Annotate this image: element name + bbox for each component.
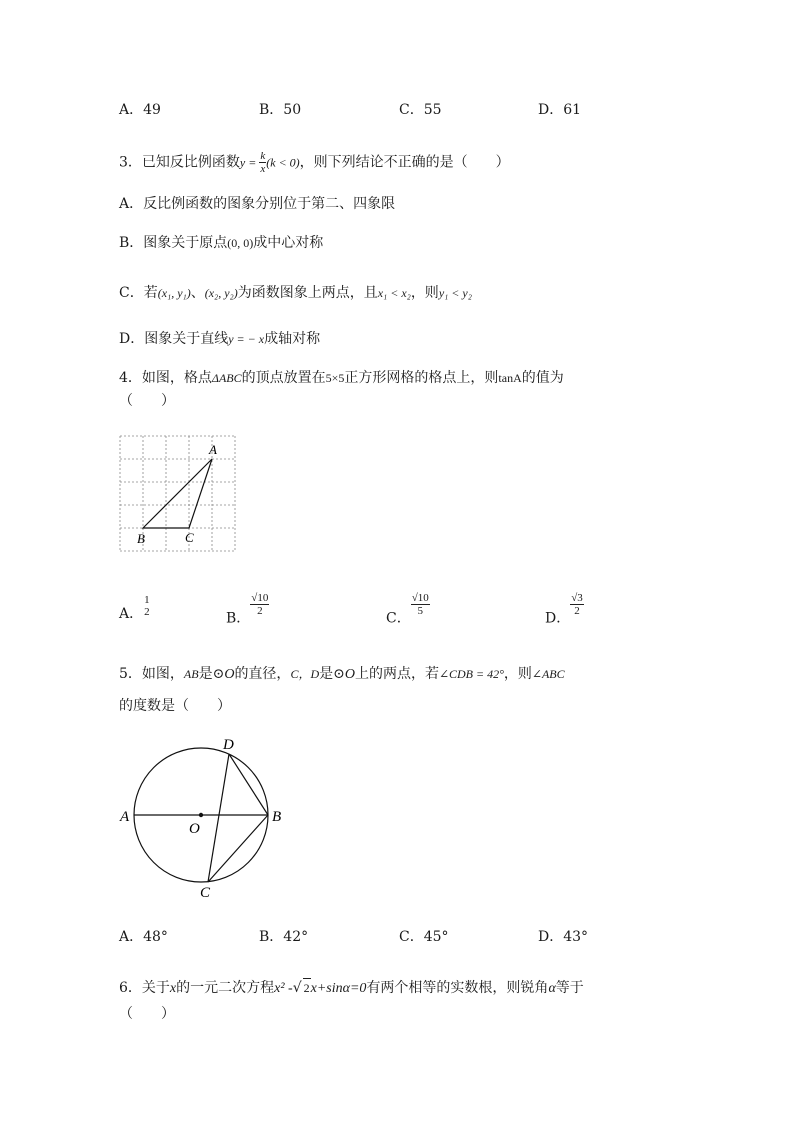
q5-prefix: 5．如图， [119, 666, 184, 682]
q6-stem-line2: （ ） [119, 1006, 175, 1022]
q3-option-d-post: 成轴对称 [264, 331, 321, 347]
q4-option-d [545, 592, 584, 628]
q3-frac-den: x [260, 163, 266, 175]
q5-center-point [199, 813, 203, 817]
q4-stem-line2: （ ） [119, 393, 175, 409]
q3-option-b-pre: B．图象关于原点 [119, 235, 228, 251]
q3-frac-num: k [260, 150, 266, 162]
q5-angle2: ∠ABC [531, 667, 565, 681]
q3-stem [119, 150, 510, 175]
q3-prefix: 3．已知反比例函数 [119, 154, 240, 171]
q4-mid2: 正方形网格的格点上，则 [344, 370, 499, 386]
q5-diam: 的直径， [234, 666, 291, 682]
q6-eq-rest: x+sinα=0 [310, 981, 367, 996]
q5-then: ，则 [503, 666, 532, 682]
q3-option-c-pre: C．若 [119, 285, 158, 301]
q4-option-b [226, 592, 269, 628]
q3-option-c-sep: 、 [190, 285, 205, 301]
q3-option-d-pre: D．图象关于直线 [119, 331, 229, 347]
q5-is2: 是 [319, 666, 334, 682]
q4-option-c-label: C． [386, 610, 411, 627]
q5-option-b: B．42° [259, 929, 309, 945]
q4-option-a [119, 594, 151, 623]
q3-option-b [119, 234, 323, 252]
q3-suffix: ，则下列结论不正确的是（ ） [299, 154, 510, 171]
q6-post: 有两个相等的实数根，则锐角 [366, 980, 549, 996]
q3-condition: (k < 0) [266, 155, 300, 170]
prev-option-b: B．50 [259, 102, 302, 118]
q5-label-b: B [272, 809, 282, 825]
q5-option-a: A．48° [119, 929, 168, 945]
q4-option-a-frac [143, 594, 151, 618]
q4-stem-line1 [119, 369, 564, 387]
q4-triangle: ΔABC [211, 371, 242, 385]
q5-label-c: C [200, 885, 211, 901]
q4-grid-figure [115, 432, 241, 556]
q6-eq-sqrt: 2 [303, 978, 311, 997]
q4-post: 的值为 [521, 370, 564, 386]
q4-prefix: 4．如图，格点 [119, 370, 212, 386]
q3-option-c-then: ，则 [410, 285, 439, 301]
q6-sqrt-sign: √ [292, 980, 302, 996]
q4-option-b-den: 2 [250, 604, 269, 617]
q5-option-d: D．43° [538, 929, 589, 945]
prev-option-d: D．61 [538, 102, 582, 118]
q5-angle1: ∠CDB = 42° [438, 667, 504, 681]
q5-stem-line1 [119, 665, 565, 684]
q3-option-a: A．反比例函数的图象分别位于第二、四象限 [119, 196, 396, 212]
q4-option-b-num: √10 [251, 592, 269, 604]
q4-option-a-den: 2 [144, 606, 150, 618]
q4-option-d-den: 2 [570, 604, 584, 617]
q5-stem-line2: 的度数是（ ） [119, 698, 231, 714]
q5-label-a: A [120, 809, 130, 825]
q4-option-b-frac [250, 592, 269, 617]
q5-on: 上的两点，若 [354, 666, 439, 682]
q3-func-y: y = [239, 155, 260, 170]
q3-option-d-line: y = − x [228, 332, 265, 346]
q4-option-a-num: 1 [144, 594, 150, 606]
q5-cd: C，D [290, 667, 320, 681]
q4-option-c-num: √10 [411, 592, 429, 604]
q3-option-c [119, 284, 472, 302]
q4-label-a: A [209, 442, 217, 457]
q4-option-c-den: 5 [411, 604, 430, 617]
q4-tan: tanA [498, 371, 522, 385]
q4-option-a-label: A． [119, 606, 144, 622]
q3-option-c-p2: (x₂, y₂) [204, 286, 238, 300]
q3-option-c-p1: (x₁, y₁) [157, 286, 191, 300]
prev-option-c: C．55 [399, 102, 442, 118]
q5-option-c: C．45° [399, 929, 449, 945]
q4-mid: 的顶点放置在 [241, 370, 326, 386]
q5-label-d: D [223, 737, 234, 753]
q3-option-b-post: 成中心对称 [253, 235, 324, 251]
prev-option-a: A．49 [119, 102, 161, 118]
q4-label-b: B [137, 531, 145, 546]
q3-option-c-mid: 为函数图象上两点，且 [237, 285, 378, 301]
q6-stem-line1 [119, 978, 584, 998]
q4-triangle-shape [143, 459, 212, 528]
q4-option-b-label: B． [226, 610, 251, 627]
q4-option-d-num: √3 [571, 592, 583, 604]
q6-end: 等于 [555, 980, 584, 996]
q6-x: x [169, 981, 177, 996]
q5-ab: AB [183, 667, 199, 681]
q3-option-b-point: (0, 0) [227, 236, 254, 250]
q5-circle-figure [115, 733, 295, 903]
q4-label-c: C [185, 530, 194, 545]
q5-circle: ⊙O [212, 667, 235, 682]
q5-is: 是 [198, 666, 213, 682]
q3-option-c-y: y₁ < y₂ [438, 286, 472, 300]
q6-prefix: 6．关于 [119, 980, 170, 996]
q4-grid-size: 5×5 [325, 371, 345, 385]
q5-label-o: O [189, 821, 200, 837]
q5-circle2: ⊙O [333, 667, 355, 682]
q4-option-c [386, 592, 430, 628]
q6-mid: 的一元二次方程 [176, 980, 275, 996]
q5-chord-db [229, 754, 268, 815]
q4-option-d-frac [570, 592, 584, 617]
q3-option-d [119, 330, 320, 348]
q6-alpha: α [548, 981, 556, 996]
q3-option-c-x: x₁ < x₂ [377, 286, 411, 300]
q4-option-d-label: D． [545, 610, 571, 627]
q4-option-c-frac [411, 592, 430, 617]
q6-eq-x2: x² - [274, 981, 293, 996]
